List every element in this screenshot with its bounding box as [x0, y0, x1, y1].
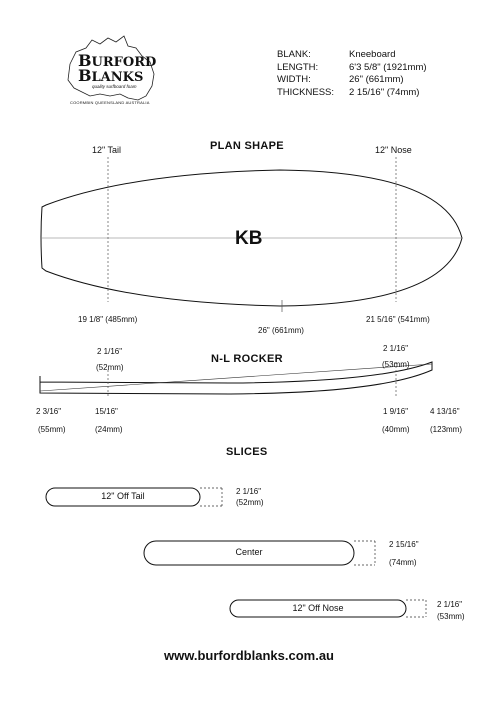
spec-label-length: LENGTH: — [277, 61, 319, 73]
spec-value-thickness: 2 15/16" (74mm) — [349, 86, 420, 98]
slice-center-thick-mm: (74mm) — [389, 558, 417, 567]
rocker-nose12-rocker-mm: (40mm) — [382, 425, 410, 434]
plan-tail-label: 12" Tail — [92, 145, 122, 155]
slice-tail-label: 12" Off Tail — [101, 491, 145, 501]
spec-label-blank: BLANK: — [277, 49, 311, 60]
rocker-tail-end-mm: (55mm) — [38, 425, 66, 434]
spec-labels — [277, 49, 334, 99]
rocker-nose12-rocker: 1 9/16" — [383, 407, 409, 416]
spec-label-width: WIDTH: — [277, 74, 311, 85]
plan-nose-label: 12" Nose — [375, 145, 412, 155]
spec-value-width: 26" (661mm) — [349, 74, 404, 85]
slice-center-label: Center — [235, 547, 263, 557]
plan-center-text: KB — [235, 228, 263, 249]
footer-url[interactable]: www.burfordblanks.com.au — [164, 648, 334, 663]
logo-word2: LANKS — [91, 70, 144, 85]
rocker-tail12-top: 2 1/16" — [97, 347, 123, 356]
rocker-nose-end-mm: (123mm) — [430, 425, 463, 434]
slices-heading: SLICES — [226, 446, 268, 458]
logo — [78, 51, 157, 85]
slice-tail-thick: 2 1/16" — [236, 487, 262, 496]
rocker-heading: N-L ROCKER — [211, 353, 283, 365]
rocker-tail12-top-mm: (52mm) — [96, 363, 124, 372]
rocker-nose12-top: 2 1/16" — [383, 344, 409, 353]
rocker-tail-end: 2 3/16" — [36, 407, 62, 416]
slice-center-thick: 2 15/16" — [389, 540, 419, 549]
spec-value-length: 6'3 5/8" (1921mm) — [349, 61, 427, 73]
plan-center-width: 26" (661mm) — [258, 326, 304, 335]
slice-nose-label: 12" Off Nose — [292, 603, 344, 613]
logo-tagline: COORMBIN QUEENSLAND AUSTRALIA — [70, 100, 150, 105]
logo-initial-b1: B — [78, 51, 92, 70]
spec-label-thickness: THICKNESS: — [277, 86, 335, 98]
logo-slogan: quality surfboard foam — [92, 84, 137, 89]
slice-nose-thick-mm: (53mm) — [437, 612, 465, 621]
rocker-nose12-top-mm: (53mm) — [382, 360, 410, 369]
rocker-nose-end: 4 13/16" — [430, 407, 460, 416]
plan-nose-width: 21 5/16" (541mm) — [366, 315, 430, 324]
rocker-tail12-rocker-mm: (24mm) — [95, 425, 123, 434]
slice-nose-thick: 2 1/16" — [437, 600, 463, 609]
plan-shape-heading: PLAN SHAPE — [210, 140, 284, 152]
slice-tail-thick-mm: (52mm) — [236, 498, 264, 507]
logo-word1: URFORD — [91, 55, 157, 70]
spec-values — [349, 49, 427, 99]
spec-value-blank: Kneeboard — [349, 49, 396, 60]
logo-initial-b2: B — [78, 66, 92, 85]
plan-tail-width: 19 1/8" (485mm) — [78, 315, 138, 324]
rocker-tail12-rocker: 15/16" — [95, 407, 118, 416]
